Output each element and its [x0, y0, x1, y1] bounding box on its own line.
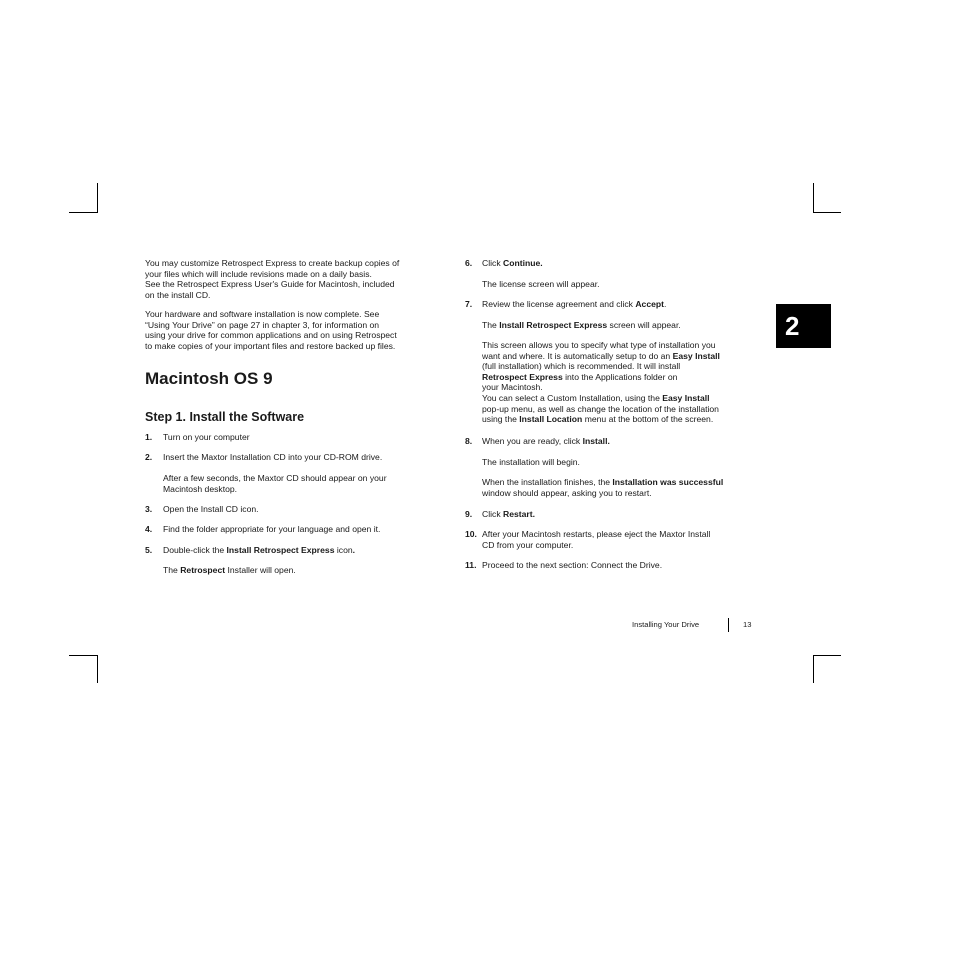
step-note	[482, 340, 720, 425]
crop-mark	[69, 655, 98, 656]
step-number: 7.	[465, 299, 473, 309]
step-number: 10.	[465, 529, 477, 539]
step-number: 8.	[465, 436, 473, 446]
text-line: window should appear, asking you to restart.	[482, 487, 652, 498]
step-text: Find the folder appropriate for your language and open it.	[163, 524, 381, 534]
text-line: CD from your computer.	[482, 539, 574, 550]
step-text: Proceed to the next section: Connect the Drive.	[482, 560, 663, 570]
step-note: The Retrospect Installer will open.	[163, 565, 296, 575]
step-text: Click Continue.	[482, 258, 543, 268]
section-heading: Macintosh OS 9	[145, 369, 273, 388]
text-line: You may customize Retrospect Express to create backup copies of	[145, 258, 400, 268]
text-line: using your drive for common applications and on using Retrospect	[145, 330, 397, 341]
text-line: Retrospect Express into the Applications folder on	[482, 371, 678, 382]
step-note	[163, 473, 387, 494]
crop-mark	[97, 655, 98, 683]
text-line: This screen allows you to specify what type of installation you	[482, 340, 716, 350]
step-text	[482, 529, 710, 550]
text-line: “Using Your Drive” on page 27 in chapter 3, for information on	[145, 319, 380, 330]
crop-mark	[813, 655, 814, 683]
footer-title: Installing Your Drive	[632, 620, 700, 629]
text-line: After your Macintosh restarts, please eject the Maxtor Install	[482, 529, 711, 539]
intro-paragraph-2	[145, 309, 397, 351]
step-text: Click Restart.	[482, 509, 536, 519]
text-line: on the install CD.	[145, 289, 211, 300]
text-line: After a few seconds, the Maxtor CD should appear on your	[163, 473, 387, 483]
step-number: 9.	[465, 509, 473, 519]
step-text: Open the Install CD icon.	[163, 504, 259, 514]
crop-mark	[813, 183, 814, 213]
step-text: Review the license agreement and click Accept.	[482, 299, 667, 309]
step-text: Turn on your computer	[163, 432, 250, 442]
crop-mark	[97, 183, 98, 213]
step-number: 5.	[145, 545, 153, 555]
step-note	[482, 477, 723, 498]
step-number: 3.	[145, 504, 153, 514]
text-line: You can select a Custom Installation, using the Easy Install	[482, 392, 710, 403]
crop-mark	[69, 212, 98, 213]
step-text: When you are ready, click Install.	[482, 436, 610, 446]
chapter-tab: 2	[776, 304, 831, 348]
step-note: The installation will begin.	[482, 457, 580, 467]
step-number: 1.	[145, 432, 153, 442]
text-line: using the Install Location menu at the bottom of the screen.	[482, 414, 714, 425]
step-note: The Install Retrospect Express screen will appear.	[482, 320, 681, 330]
step-text: Insert the Maxtor Installation CD into your CD-ROM drive.	[163, 452, 383, 462]
crop-mark	[813, 212, 841, 213]
crop-mark	[813, 655, 841, 656]
footer-divider	[728, 618, 729, 632]
text-line: When the installation finishes, the Installation was successful	[482, 477, 724, 487]
text-line: See the Retrospect Express User's Guide for Macintosh, included	[145, 279, 395, 290]
step-number: 4.	[145, 524, 153, 534]
step-text: Double-click the Install Retrospect Express icon.	[163, 545, 356, 555]
step-number: 2.	[145, 452, 153, 462]
intro-paragraph-1	[145, 258, 399, 300]
step-note: The license screen will appear.	[482, 279, 600, 289]
text-line: to make copies of your important files and restore backed up files.	[145, 340, 396, 351]
text-line: your files which will include revisions made on a daily basis.	[145, 268, 372, 279]
step-heading: Step 1. Install the Software	[145, 410, 305, 424]
text-line: pop-up menu, as well as change the location of the installation	[482, 403, 719, 414]
text-line: Your hardware and software installation is now complete. See	[145, 309, 380, 319]
step-number: 11.	[465, 560, 477, 570]
text-line: (full installation) which is recommended. It will install	[482, 361, 681, 372]
text-line: want and where. It is automatically setup to do an Easy Install	[482, 350, 720, 361]
page-number: 13	[743, 620, 752, 629]
text-line: your Macintosh.	[482, 382, 543, 393]
step-number: 6.	[465, 258, 473, 268]
text-line: Macintosh desktop.	[163, 483, 238, 494]
